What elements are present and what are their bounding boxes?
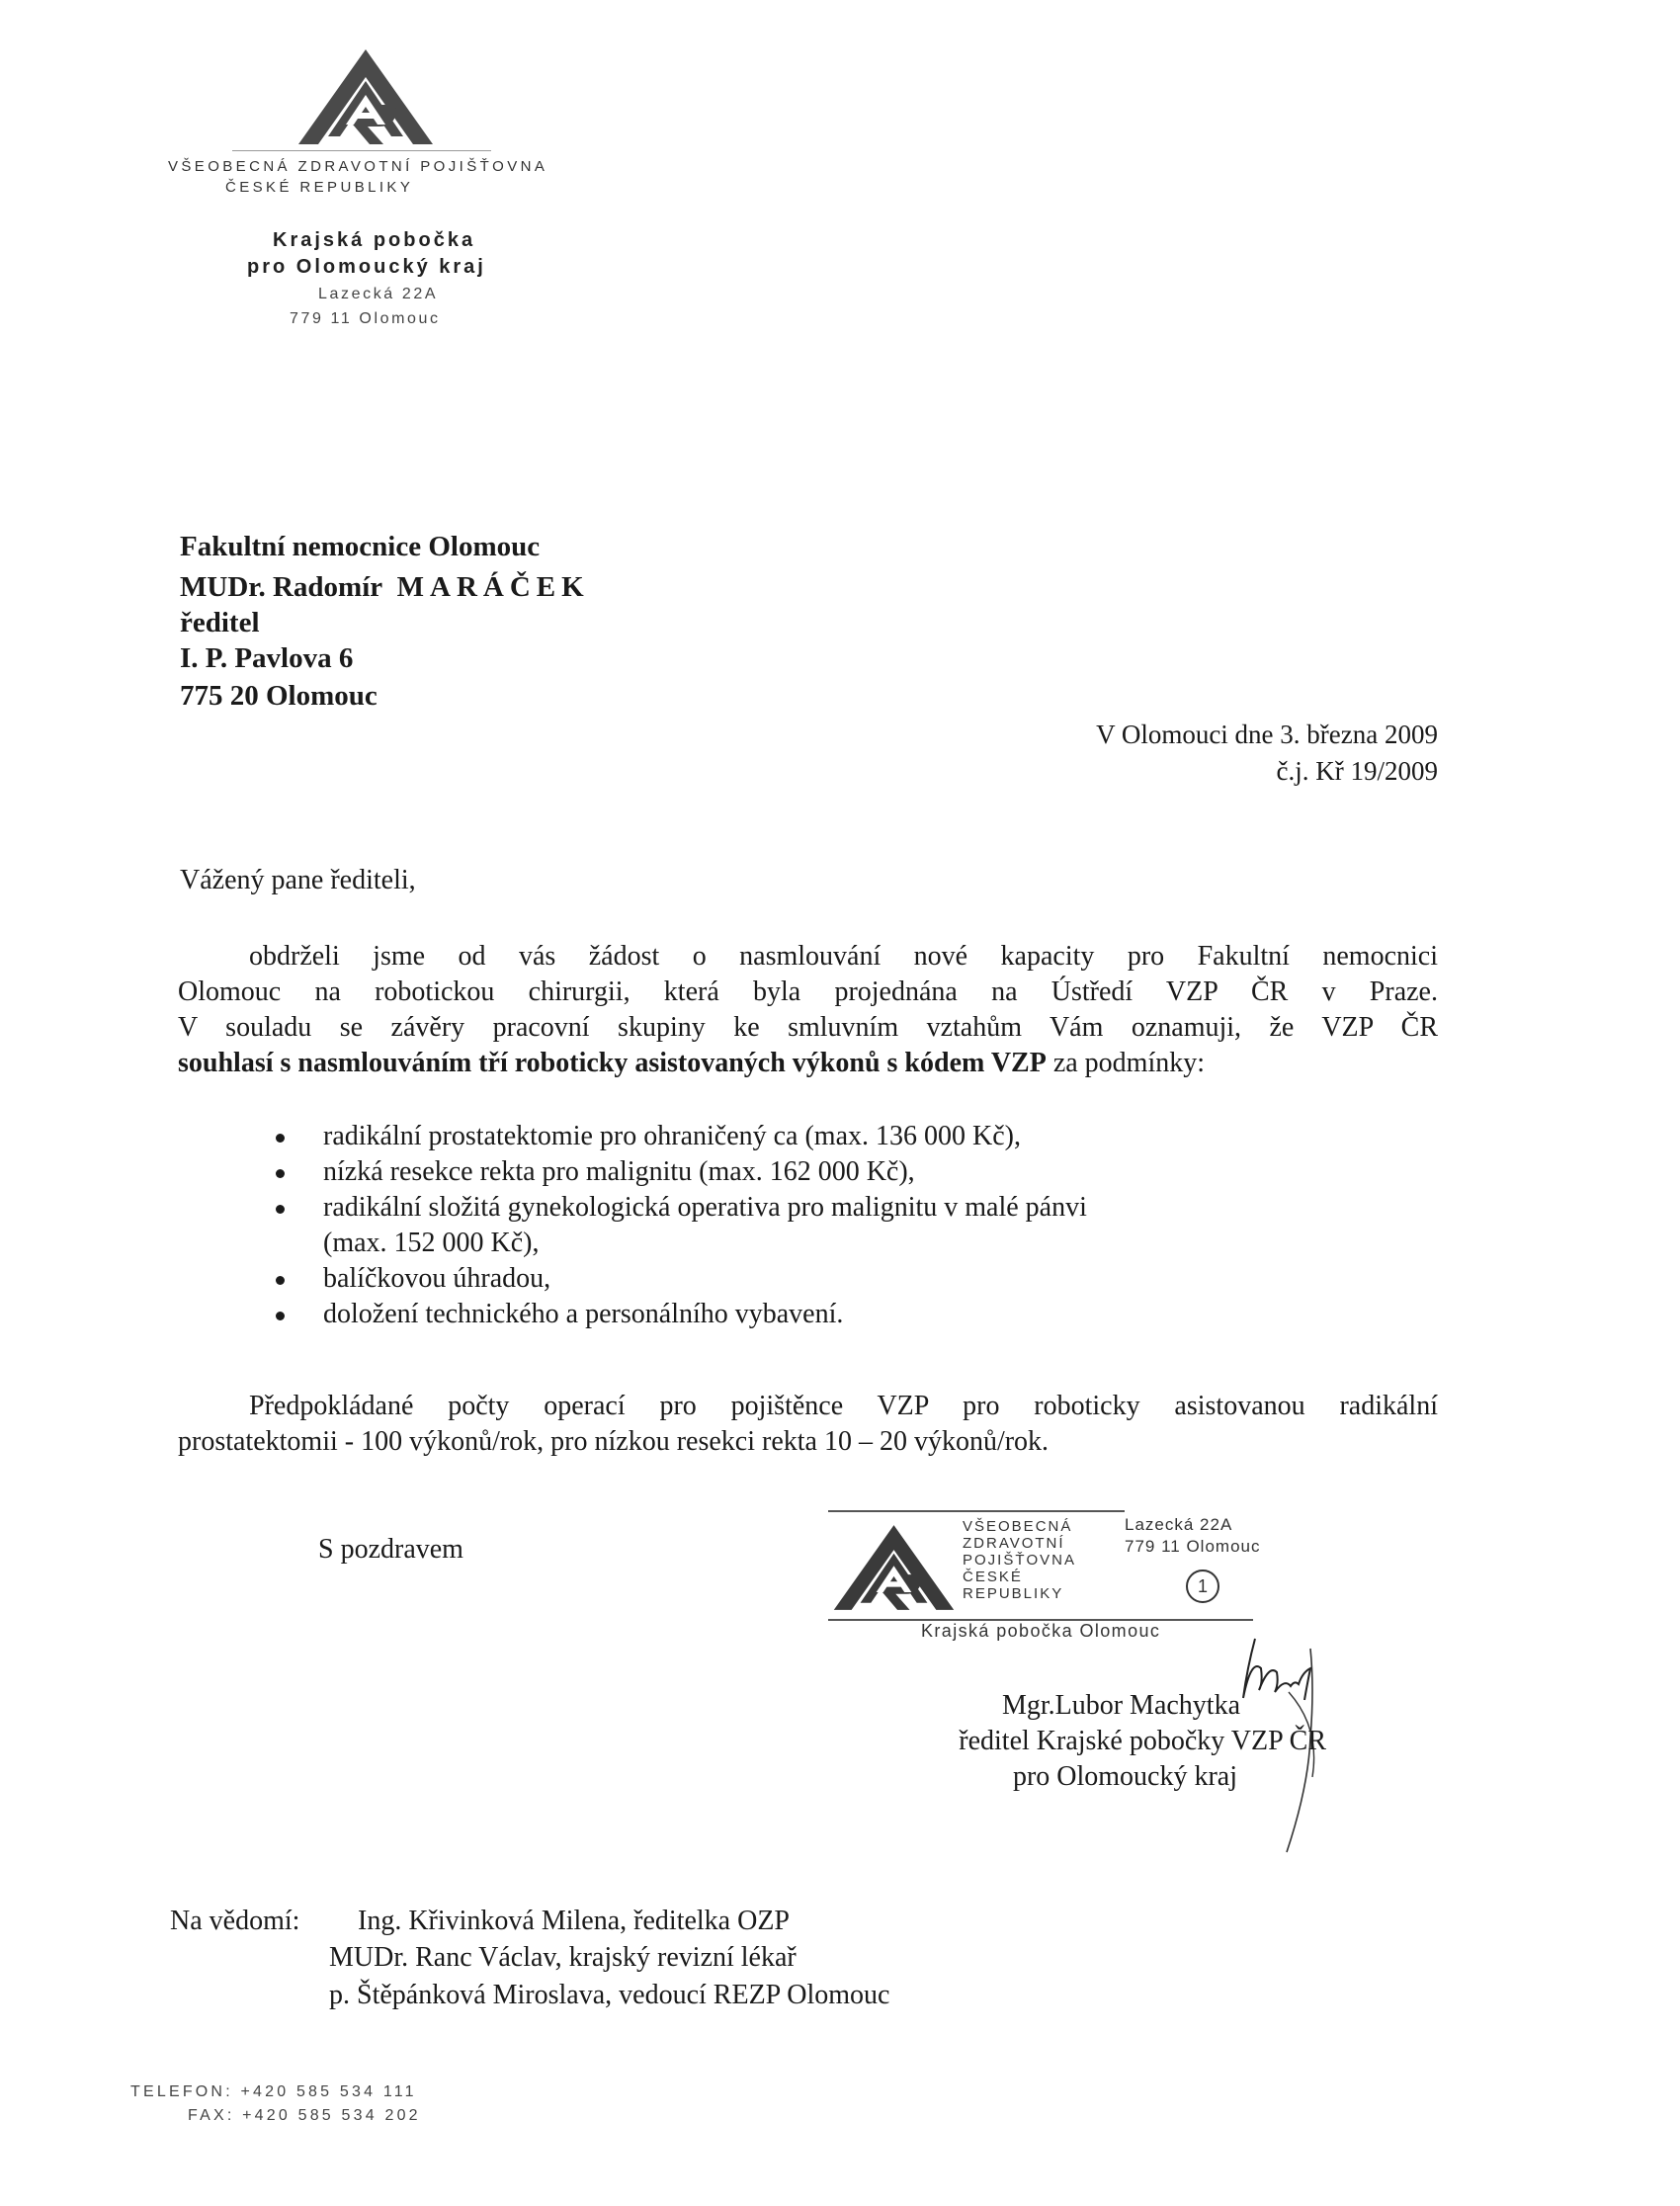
bullet-icon xyxy=(276,1276,285,1285)
header-rule xyxy=(232,150,491,151)
bullet-icon xyxy=(276,1312,285,1320)
stamp-org-line: ČESKÉ xyxy=(963,1569,1023,1585)
signatory-position: ředitel Krajské pobočky VZP ČR xyxy=(959,1726,1326,1756)
bullet-icon xyxy=(276,1169,285,1178)
recipient-city: 775 20 Olomouc xyxy=(180,680,378,712)
cc-recipient: MUDr. Ranc Václav, krajský revizní lékař xyxy=(329,1942,797,1973)
list-item-text: nízká resekce rekta pro malignitu (max. 162 000 Kč), xyxy=(323,1156,915,1187)
stamp-org-name xyxy=(963,1518,1076,1602)
bullet-icon xyxy=(276,1205,285,1214)
stamp-org-line: POJIŠŤOVNA xyxy=(963,1552,1077,1569)
paragraph-line: Olomouc na robotickou chirurgii, která byla projednána na Ústředí VZP ČR v Praze. xyxy=(178,976,1438,1007)
recipient-position: ředitel xyxy=(180,607,260,638)
list-item-continuation: (max. 152 000 Kč), xyxy=(323,1228,540,1258)
body-paragraph-2 xyxy=(178,1389,1438,1460)
list-item xyxy=(272,1297,1260,1332)
conditions-list xyxy=(272,1119,1260,1332)
paragraph-line: obdrželi jsme od vás žádost o nasmlouvání nové kapacity pro Fakultní nemocnici xyxy=(249,941,1438,972)
footer-fax: FAX: +420 585 534 202 xyxy=(188,2107,421,2124)
vzp-logo-icon xyxy=(832,1522,956,1613)
reference-number: č.j. Kř 19/2009 xyxy=(1276,756,1438,786)
recipient-surname: MARÁČEK xyxy=(396,571,590,603)
list-item xyxy=(272,1154,1260,1190)
paragraph-line: V souladu se závěry pracovní skupiny ke smluvním vztahům Vám oznamuji, že VZP ČR xyxy=(178,1012,1438,1043)
stamp-branch: Krajská pobočka Olomouc xyxy=(921,1621,1161,1641)
branch-region: pro Olomoucký kraj xyxy=(247,256,486,278)
footer-telephone: TELEFON: +420 585 534 111 xyxy=(130,2083,417,2100)
branch-street: Lazecká 22A xyxy=(318,286,439,302)
salutation: Vážený pane řediteli, xyxy=(180,865,416,895)
list-item-text: balíčkovou úhradou, xyxy=(323,1263,551,1294)
stamp-org-line: REPUBLIKY xyxy=(963,1585,1064,1602)
stamp-rule-top xyxy=(828,1510,1125,1512)
list-item xyxy=(272,1190,1260,1261)
letter-date: V Olomouci dne 3. března 2009 xyxy=(1096,720,1438,749)
branch-city: 779 11 Olomouc xyxy=(290,310,441,327)
org-name-country: ČESKÉ REPUBLIKY xyxy=(225,179,414,196)
org-name: VŠEOBECNÁ ZDRAVOTNÍ POJIŠŤOVNA xyxy=(168,158,548,175)
stamp-org-line: ZDRAVOTNÍ xyxy=(963,1535,1065,1552)
cc-label: Na vědomí: xyxy=(170,1906,300,1936)
stamp-street: Lazecká 22A xyxy=(1125,1515,1233,1534)
vzp-logo-icon xyxy=(296,47,435,146)
recipient-institution: Fakultní nemocnice Olomouc xyxy=(180,531,541,562)
paragraph-line: prostatektomii - 100 výkonů/rok, pro nízkou resekci rekta 10 – 20 výkonů/rok. xyxy=(178,1426,1050,1457)
recipient-title: MUDr. Radomír xyxy=(180,571,383,603)
cc-recipient: p. Štěpánková Miroslava, vedoucí REZP Olomouc xyxy=(329,1980,890,2010)
cc-recipient: Ing. Křivinková Milena, ředitelka OZP xyxy=(358,1906,791,1936)
body-paragraph-1 xyxy=(178,939,1438,1081)
stamp-number-badge: 1 xyxy=(1186,1570,1219,1603)
list-item xyxy=(272,1261,1260,1297)
paragraph-text: za podmínky: xyxy=(1046,1048,1206,1078)
signatory-region: pro Olomoucký kraj xyxy=(1012,1761,1237,1792)
list-item xyxy=(272,1119,1260,1154)
list-item-text: radikální prostatektomie pro ohraničený ca (max. 136 000 Kč), xyxy=(323,1121,1021,1151)
closing: S pozdravem xyxy=(318,1534,463,1565)
list-item-text: radikální složitá gynekologická operativa pro malignitu v malé pánvi xyxy=(323,1192,1087,1223)
recipient-name-line xyxy=(180,571,590,604)
stamp-org-line: VŠEOBECNÁ xyxy=(963,1518,1073,1535)
recipient-street: I. P. Pavlova 6 xyxy=(180,642,354,674)
paragraph-line xyxy=(178,1046,1438,1081)
paragraph-line: Předpokládané počty operací pro pojištěnce VZP pro roboticky asistovanou radikální xyxy=(249,1391,1438,1421)
bullet-icon xyxy=(276,1134,285,1143)
signatory-name: Mgr.Lubor Machytka xyxy=(1001,1690,1240,1721)
paragraph-bold-text: souhlasí s nasmlouváním tří roboticky asistovaných výkonů s kódem VZP xyxy=(178,1048,1047,1078)
stamp-city: 779 11 Olomouc xyxy=(1125,1537,1261,1556)
list-item-text: doložení technického a personálního vybavení. xyxy=(323,1299,844,1329)
branch-title: Krajská pobočka xyxy=(273,229,476,251)
